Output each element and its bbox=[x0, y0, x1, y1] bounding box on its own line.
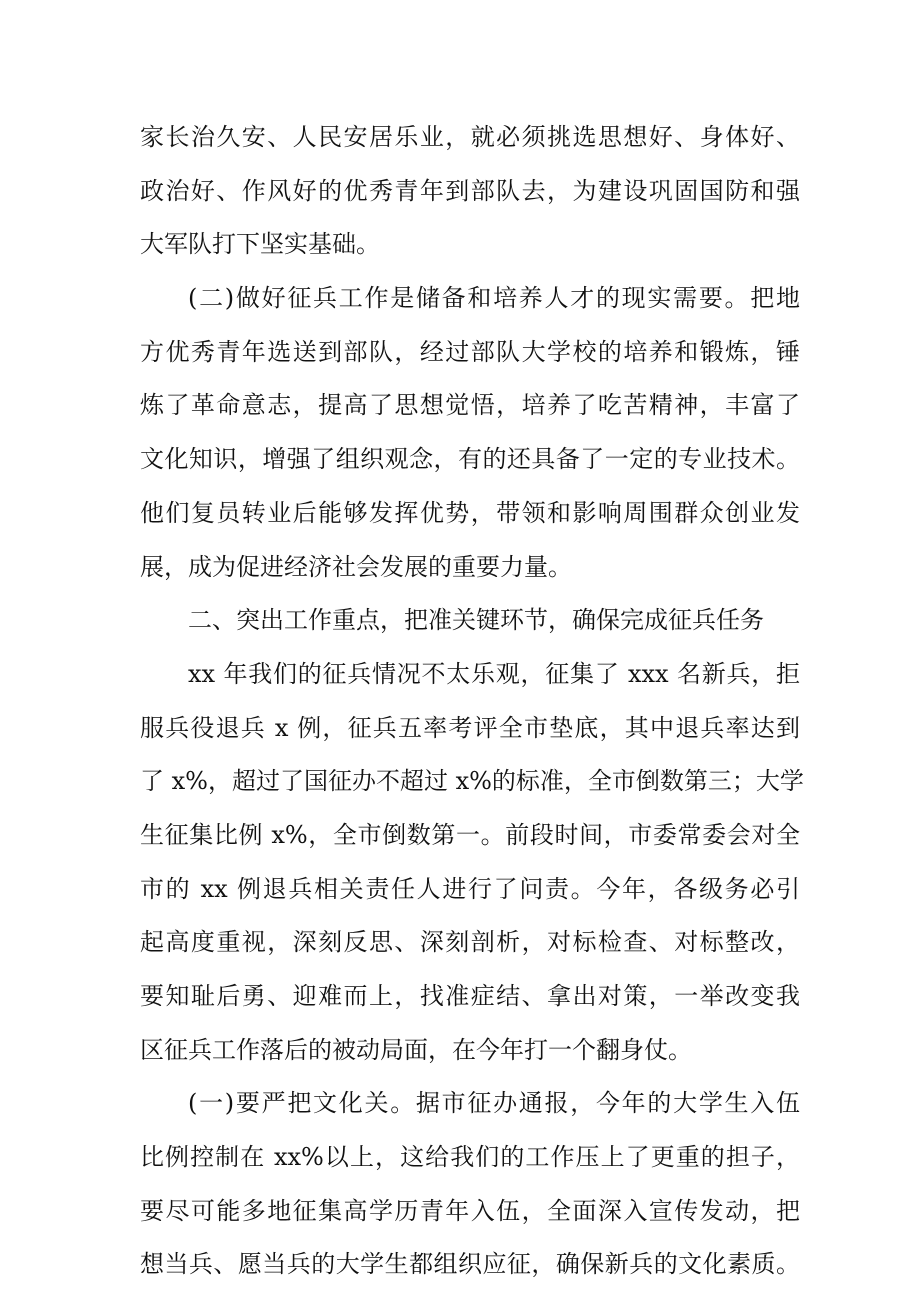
text-line: (一)要严把文化关。据市征办通报，今年的大学生入伍 bbox=[188, 1089, 800, 1118]
text-line: 展，成为促进经济社会发展的重要力量。 bbox=[140, 552, 572, 581]
text-line: 他们复员转业后能够发挥优势，带领和影响周围群众创业发 bbox=[140, 498, 800, 527]
text-line: xx 年我们的征兵情况不太乐观，征集了 xxx 名新兵，拒 bbox=[188, 659, 800, 688]
text-line: 服兵役退兵 x 例，征兵五率考评全市垫底，其中退兵率达到 bbox=[140, 713, 800, 742]
text-line: 大军队打下坚实基础。 bbox=[140, 230, 380, 259]
text-line: 起高度重视，深刻反思、深刻剖析，对标检查、对标整改， bbox=[140, 928, 800, 957]
text-line: 家长治久安、人民安居乐业，就必须挑选思想好、身体好、 bbox=[140, 123, 800, 151]
section-heading: 二、突出工作重点，把准关键环节，确保完成征兵任务 bbox=[188, 606, 764, 635]
text-line: 市的 xx 例退兵相关责任人进行了问责。今年，各级务必引 bbox=[140, 874, 800, 903]
document-body bbox=[140, 111, 804, 1292]
text-line: 了 x%，超过了国征办不超过 x%的标准，全市倒数第三；大学 bbox=[140, 767, 804, 796]
text-line: 生征集比例 x%，全市倒数第一。前段时间，市委常委会对全 bbox=[140, 820, 800, 849]
text-line: 政治好、作风好的优秀青年到部队去，为建设巩固国防和强 bbox=[140, 176, 800, 205]
text-line: 区征兵工作落后的被动局面，在今年打一个翻身仗。 bbox=[140, 1035, 692, 1064]
text-line: 文化知识，增强了组织观念，有的还具备了一定的专业技术。 bbox=[140, 445, 800, 474]
text-line: 要知耻后勇、迎难而上，找准症结、拿出对策，一举改变我 bbox=[140, 982, 800, 1010]
text-line: 想当兵、愿当兵的大学生都组织应征，确保新兵的文化素质。 bbox=[140, 1250, 800, 1279]
text-line: 要尽可能多地征集高学历青年入伍，全面深入宣传发动，把 bbox=[140, 1196, 800, 1225]
text-line: 炼了革命意志，提高了思想觉悟，培养了吃苦精神，丰富了 bbox=[140, 391, 800, 420]
text-line: (二)做好征兵工作是储备和培养人才的现实需要。把地 bbox=[188, 284, 800, 313]
text-line: 方优秀青年选送到部队，经过部队大学校的培养和锻炼，锤 bbox=[140, 337, 800, 366]
text-line: 比例控制在 xx%以上，这给我们的工作压上了更重的担子， bbox=[140, 1143, 800, 1172]
